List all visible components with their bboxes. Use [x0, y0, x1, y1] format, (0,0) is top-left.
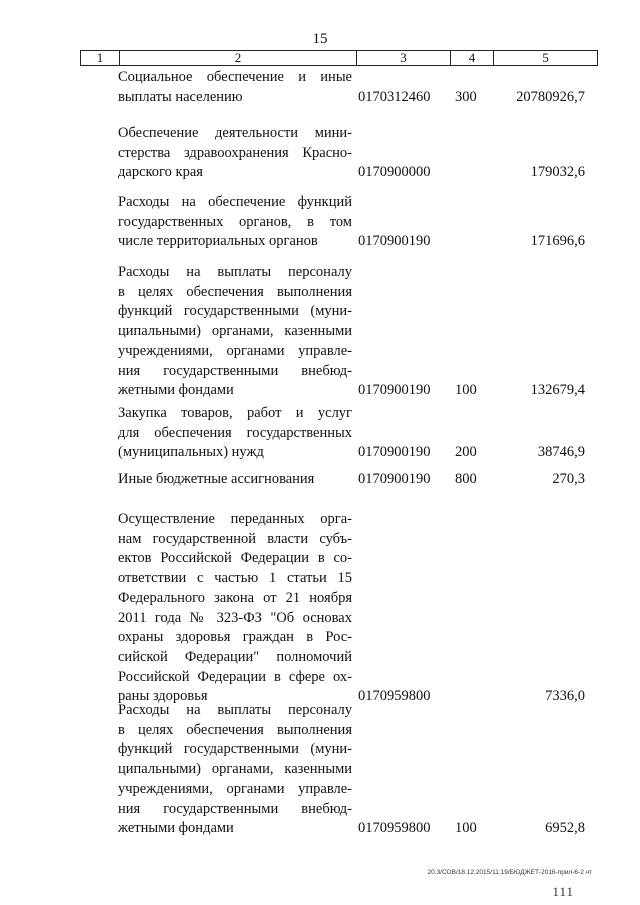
column-header-table: [80, 50, 598, 66]
row-amount: 171696,6: [530, 233, 585, 250]
row-code: 0170900190: [358, 233, 431, 250]
description-line: ответствии с частью 1 статьи 15: [118, 570, 352, 587]
row-code: 0170900190: [358, 444, 431, 461]
description-line: в целях обеспечения выполнения: [118, 283, 352, 300]
description-line: Российской Федерации в сфере ох-: [118, 668, 352, 685]
description-line: ципальными) органами, казенными: [118, 323, 352, 340]
column-header-5: 5: [494, 51, 598, 66]
row-description: [118, 404, 352, 463]
row-code: 0170900190: [358, 382, 431, 399]
description-line: Расходы на выплаты персоналу: [118, 264, 352, 280]
description-line: Федерального закона от 21 ноября: [118, 589, 352, 606]
description-line: сийской Федерации" полномочий: [118, 648, 352, 665]
row-amount: 38746,9: [537, 444, 585, 461]
description-line: функций государственными (муни-: [118, 303, 352, 320]
row-expense-type: 100: [455, 382, 477, 399]
description-line: учреждениями, органами управле-: [118, 342, 352, 359]
description-line: в целях обеспечения выполнения: [118, 721, 352, 738]
description-line: функций государственными (муни-: [118, 741, 352, 758]
description-line: стерства здравоохранения Красно-: [118, 144, 352, 161]
row-code: 0170959800: [358, 820, 431, 837]
row-amount: 270,3: [552, 471, 585, 487]
row-description: [118, 124, 352, 183]
row-code: 0170959800: [358, 688, 431, 705]
description-line: (муниципальных) нужд: [118, 444, 264, 461]
row-code: 0170312460: [358, 88, 431, 105]
row-description: [118, 68, 352, 107]
row-amount: 20780926,7: [516, 88, 585, 105]
column-header-2: 2: [120, 51, 357, 66]
description-line: охраны здоровья граждан в Рос-: [118, 629, 352, 646]
description-line: Закупка товаров, работ и услуг: [118, 405, 352, 421]
page-number: 15: [312, 31, 328, 47]
description-line: Расходы на обеспечение функций: [118, 194, 352, 210]
footer-stamp: 20.3/СОВ/18.12.2015/11:19/БЮДЖЕТ-2016-прил-6-2 чт: [427, 869, 592, 876]
description-line: 2011 года № 323-ФЗ "Об основах: [118, 609, 352, 626]
description-line: нам государственной власти субъ-: [118, 530, 352, 547]
description-line: ния государственными внебюд-: [118, 362, 352, 379]
description-line: числе территориальных органов: [118, 233, 318, 250]
row-description: [118, 470, 352, 490]
description-line: жетными фондами: [118, 382, 234, 399]
row-amount: 132679,4: [530, 382, 585, 399]
row-expense-type: 200: [455, 444, 477, 461]
description-line: ния государственными внебюд-: [118, 800, 352, 817]
description-line: ципальными) органами, казенными: [118, 761, 352, 778]
description-line: Обеспечение деятельности мини-: [118, 125, 352, 141]
row-amount: 6952,8: [545, 820, 585, 837]
row-description: [118, 701, 352, 839]
row-amount: 179032,6: [530, 164, 585, 181]
description-line: Социальное обеспечение и иные: [118, 69, 352, 85]
description-line: Осуществление переданных орга-: [118, 511, 352, 527]
description-line: для обеспечения государственных: [118, 424, 352, 441]
column-header-4: 4: [451, 51, 494, 66]
row-expense-type: 100: [455, 820, 477, 837]
row-description: [118, 510, 352, 707]
description-line: Расходы на выплаты персоналу: [118, 702, 352, 718]
row-code: 0170900190: [358, 471, 431, 487]
row-description: [118, 263, 352, 401]
description-line: Иные бюджетные ассигнования: [118, 471, 315, 487]
description-line: раны здоровья: [118, 688, 208, 705]
column-header-1: 1: [81, 51, 120, 66]
row-expense-type: 300: [455, 88, 477, 105]
row-amount: 7336,0: [545, 688, 585, 705]
footer-mark: 111: [552, 884, 574, 899]
description-line: учреждениями, органами управле-: [118, 780, 352, 797]
row-code: 0170900000: [358, 164, 431, 181]
description-line: жетными фондами: [118, 820, 234, 837]
description-line: ектов Российской Федерации в со-: [118, 550, 352, 567]
description-line: дарского края: [118, 164, 203, 181]
description-line: государственных органов, в том: [118, 213, 352, 230]
description-line: выплаты населению: [118, 88, 243, 105]
row-description: [118, 193, 352, 252]
row-expense-type: 800: [455, 471, 477, 487]
column-header-3: 3: [357, 51, 451, 66]
